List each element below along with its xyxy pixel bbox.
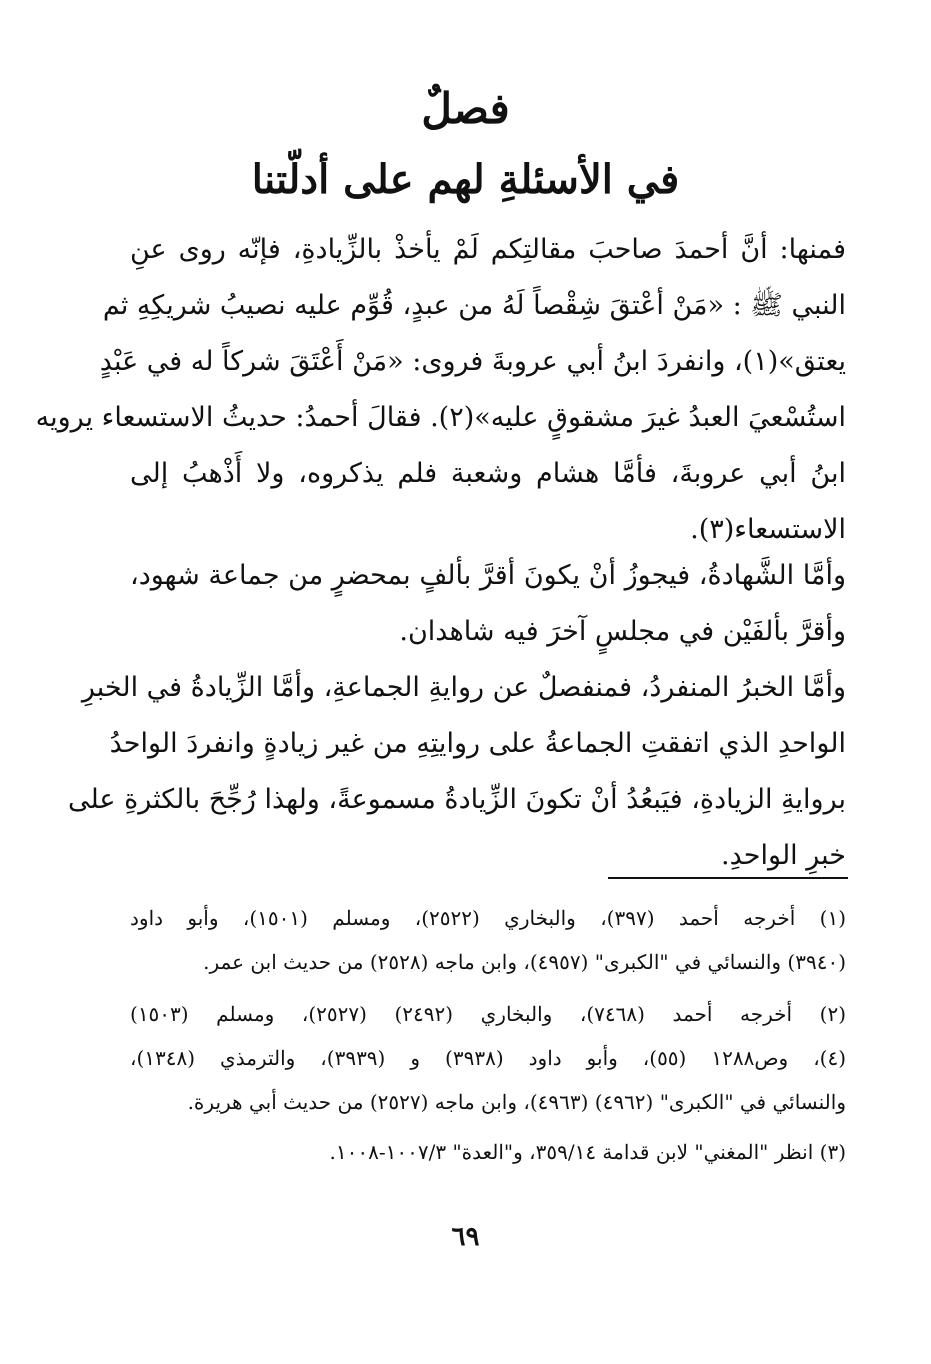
footnote-line: (٣٩٤٠) والنسائي في "الكبرى" (٤٩٥٧)، وابن ماجه (٢٥٢٨) من حديث ابن عمر. [203, 950, 846, 974]
footnote-line: (١) أخرجه أحمد (٣٩٧)، والبخاري (٢٥٢٢)، ومسلم (١٥٠١)، وأبو داود [130, 906, 846, 930]
text-line: فمنها: أنَّ أحمدَ صاحبَ مقالتِكم لَمْ يأخذْ بالزِّيادةِ، فإنّه روى عنِ [130, 234, 846, 265]
footnote-3 [130, 1130, 846, 1174]
text-line: وأمَّا الشَّهادةُ، فيجوزُ أنْ يكونَ أقرَّ بألفٍ بمحضرٍ من جماعة شهود، [130, 560, 846, 591]
footnote-separator [608, 877, 848, 879]
text-line: بروايةِ الزيادةِ، فيَبعُدُ أنْ تكونَ الزِّيادةُ مسموعةً، ولهذا رُجِّحَ بالكثرةِ على [67, 784, 846, 815]
paragraph-1 [35, 222, 846, 558]
text-line: يعتق»(١)، وانفردَ ابنُ أبي عروبةَ فروى: «مَنْ أَعْتَقَ شركاً له في عَبْدٍ [99, 346, 846, 377]
paragraph-3 [67, 660, 846, 884]
section-title: فصلٌ [421, 84, 510, 133]
footnote-2 [130, 992, 846, 1124]
footnote-line: (٤)، وص١٢٨٨ (٥٥)، وأبو داود (٣٩٣٨) و (٣٩٣٩)، والترمذي (١٣٤٨)، [130, 1046, 847, 1070]
page-number: ٦٩ [451, 1222, 480, 1252]
footnote-line: (٣) انظر "المغني" لابن قدامة ٣٥٩/١٤، و"العدة" ١٠٠٧/٣-١٠٠٨. [329, 1140, 846, 1164]
text-line: خبرِ الواحدِ. [721, 840, 846, 871]
footnote-line: (٢) أخرجه أحمد (٧٤٦٨)، والبخاري (٢٤٩٢) (٢٥٢٧)، ومسلم (١٥٠٣) [130, 1002, 847, 1026]
text-line: الاستسعاء(٣). [690, 514, 846, 545]
paragraph-2 [130, 548, 846, 660]
text-line: استُسْعيَ العبدُ غيرَ مشقوقٍ عليه»(٢). فقالَ أحمدُ: حديثُ الاستسعاء يرويه [35, 402, 846, 433]
text-line: وأمَّا الخبرُ المنفردُ، فمنفصلٌ عن روايةِ الجماعةِ، وأمَّا الزِّيادةُ في الخبرِ [81, 672, 846, 703]
footnote-line: والنسائي في "الكبرى" (٤٩٦٢) (٤٩٦٣)، وابن ماجه (٢٥٢٧) من حديث أبي هريرة. [187, 1090, 846, 1114]
text-line: ابنُ أبي عروبةَ، فأمَّا هشام وشعبة فلم يذكروه، ولا أَذْهبُ إلى [130, 458, 846, 489]
text-line: الواحدِ الذي اتفقتِ الجماعةُ على روايتِهِ من غير زيادةٍ وانفردَ الواحدُ [109, 728, 846, 759]
footnote-1 [130, 896, 846, 984]
section-subtitle: في الأسئلةِ لهم على أدلّتنا [251, 156, 680, 203]
text-line: وأقرَّ بألفَيْن في مجلسٍ آخرَ فيه شاهدان. [399, 616, 846, 647]
text-line: النبي ﷺ : «مَنْ أعْتقَ شِقْصاً لَهُ من عبدٍ، قُوِّم عليه نصيبُ شريكِهِ ثم [102, 290, 846, 321]
